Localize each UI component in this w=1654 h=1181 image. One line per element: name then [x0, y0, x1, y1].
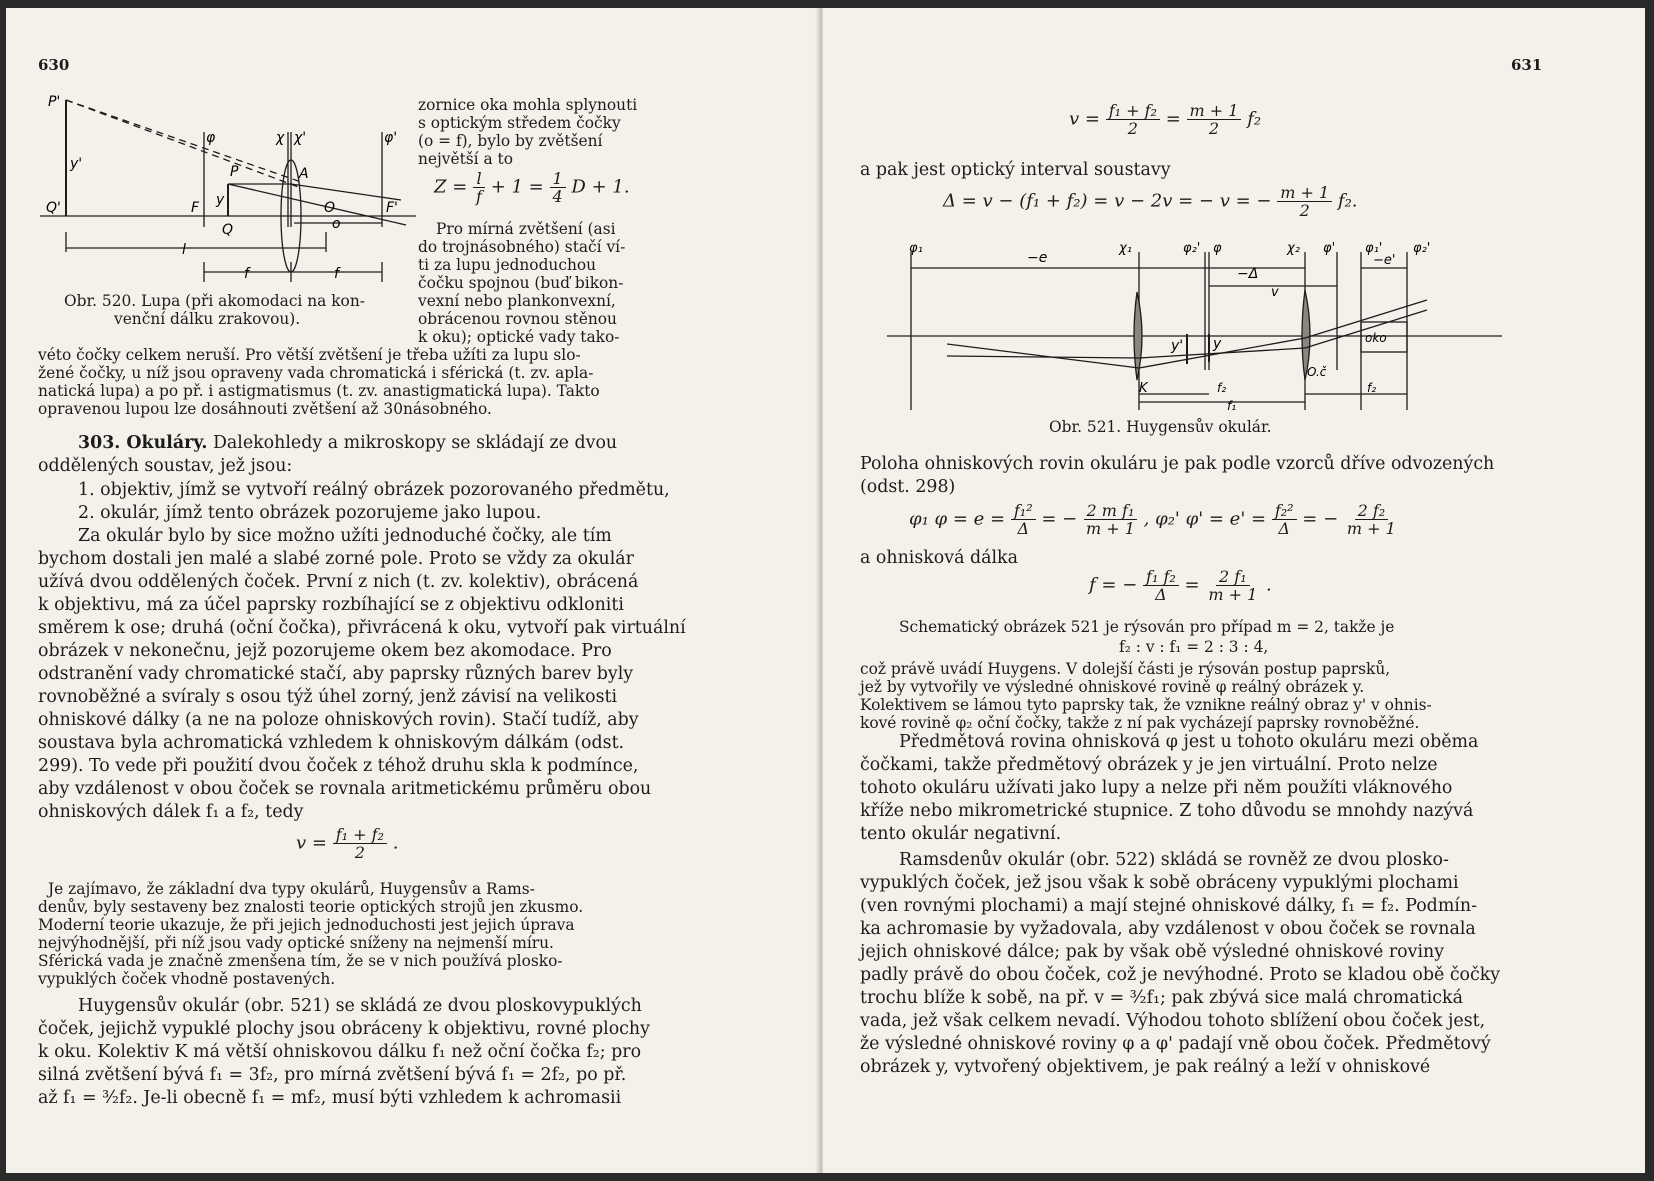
text-line: Předmětová rovina ohnisková φ jest u tohoto okuláru mezi oběma: [899, 732, 1479, 752]
fig520-label: f: [244, 266, 249, 282]
page-number: 630: [38, 56, 70, 74]
fig521-label: χ₂: [1287, 241, 1300, 256]
fig521-label: χ₁: [1119, 241, 1132, 256]
fig520-label: Q': [46, 200, 61, 216]
fig521-label: y': [1171, 338, 1184, 354]
note-line: vypuklých čoček vhodně postavených.: [38, 970, 336, 988]
text-line: ohniskových dálek f₁ a f₂, tedy: [38, 802, 304, 822]
text-line: ohniskové dálky (a ne na poloze ohniskových rovin). Stačí tudíž, aby: [38, 710, 639, 730]
formula-focal-length: f = − $\frac{\text{f₁ f₂}}{\Delta}$ = $\frac{\text{2 f₁}}{m + 1}$ .: [1089, 567, 1272, 604]
text-line: až f₁ = ³⁄₂f₂. Je-li obecně f₁ = mf₂, musí býti vzhledem k achromasii: [38, 1088, 622, 1108]
right-page: [823, 8, 1645, 1173]
fig521-label: y: [1213, 336, 1222, 352]
text-line: kříže nebo mikrometrické stupnice. Z toho důvodu se mnohdy nazývá: [860, 801, 1474, 821]
note-line: což právě uvádí Huygens. V dolejší části je rýsován postup paprsků,: [860, 660, 1391, 678]
fig521-label: K: [1139, 381, 1148, 396]
note-line: Sférická vada je značně zmenšena tím, že se v nich používá plosko-: [38, 952, 563, 970]
fig520-label: F': [386, 200, 398, 216]
fig521-label: oko: [1365, 331, 1387, 345]
text-line: 299). To vede při použití dvou čoček z téhož druhu skla k podmínce,: [38, 756, 639, 776]
fig521-label: f₂: [1367, 381, 1377, 395]
fig520-label: P: [230, 164, 239, 180]
section-heading: 303. Okuláry. Dalekohledy a mikroskopy se skládají ze dvou: [78, 433, 618, 453]
section-number: 303. Okuláry.: [78, 433, 208, 453]
text-line: odstranění vady chromatické stačí, aby paprsky různých barev byly: [38, 664, 634, 684]
left-page: [6, 8, 821, 1173]
text-line: obrázek y, vytvořený objektivem, je pak reálný a leží v ohniskové: [860, 1057, 1431, 1077]
figure-caption: Obr. 521. Huygensův okulár.: [1049, 418, 1272, 436]
fig520-label: l: [182, 242, 186, 258]
text-line: s optickým středem čočky: [418, 114, 621, 132]
note-line: Je zajímavo, že základní dva typy okulárů, Huygensův a Rams-: [48, 880, 535, 898]
text-line: největší a to: [418, 150, 514, 168]
text-line: Poloha ohniskových rovin okuláru je pak podle vzorců dříve odvozených: [860, 454, 1495, 474]
note-line: Kolektivem se lámou tyto paprsky tak, že vznikne reálný obraz y' v ohnis-: [860, 696, 1432, 714]
fig521-label: φ₁': [1365, 241, 1383, 256]
list-item: 2. okulár, jímž tento obrázek pozorujeme jako lupou.: [78, 503, 542, 523]
text-line: Ramsdenův okulár (obr. 522) skládá se rovněž ze dvou plosko-: [899, 850, 1449, 870]
text-line: Pro mírná zvětšení (asi: [436, 220, 616, 238]
text-line: žené čočky, u níž jsou opraveny vada chromatická i sférická (t. zv. apla-: [38, 364, 594, 382]
text-line: oddělených soustav, jež jsou:: [38, 456, 293, 476]
text-line: že výsledné ohniskové roviny φ a φ' padají vně obou čoček. Předmětový: [860, 1034, 1491, 1054]
fig521-label: −Δ: [1237, 266, 1259, 282]
text-line: aby vzdálenost v obou čoček se rovnala aritmetickému průměru obou: [38, 779, 652, 799]
fig520-label: y: [216, 192, 225, 208]
text-line: do trojnásobného) stačí ví-: [418, 238, 626, 256]
text-line: Za okulár bylo by sice možno užíti jednoduché čočky, ale tím: [78, 526, 612, 546]
text-line: užívá dvou oddělených čoček. První z nich (t. zv. kolektiv), obrácená: [38, 572, 639, 592]
text-line: a ohnisková dálka: [860, 548, 1018, 568]
formula-lens-distance: v = $\frac{\text{f₁ + f₂}}{2}$ = $\frac{m + 1}{2}$ f₂: [1069, 101, 1262, 138]
text-line: obrácenou rovnou stěnou: [418, 310, 617, 328]
fig521-label: f₂: [1217, 381, 1227, 395]
text-line: silná zvětšení bývá f₁ = 3f₂, pro mírná zvětšení bývá f₁ = 2f₂, po př.: [38, 1065, 627, 1085]
fig520-label: Q: [222, 222, 234, 238]
fig521-label: φ₁: [909, 241, 923, 256]
figure-520-lens-diagram: [36, 92, 421, 292]
figure-caption: venční dálku zrakovou).: [114, 310, 301, 328]
text-line: vypuklých čoček, jež jsou však k sobě obráceny vypuklými plochami: [860, 873, 1459, 893]
figure-521-huygens-eyepiece: [887, 240, 1507, 416]
text-line: a pak jest optický interval soustavy: [860, 160, 1171, 180]
text-line: vexní nebo plankonvexní,: [418, 292, 616, 310]
note-line: f₂ : v : f₁ = 2 : 3 : 4,: [1119, 638, 1269, 656]
text-line: čoček, jejichž vypuklé plochy jsou obráceny k objektivu, rovné plochy: [38, 1019, 650, 1039]
text-line: opravenou lupou lze dosáhnouti zvětšení až 30násobného.: [38, 400, 492, 418]
text-line: k objektivu, má za účel paprsky rozbíhající se z objektivu odkloniti: [38, 595, 624, 615]
formula-optical-interval: Δ = v − (f₁ + f₂) = v − 2v = − v = − $\frac{m + 1}{2}$ f₂.: [943, 183, 1358, 220]
fig520-label: χ': [294, 130, 307, 146]
fig520-label: χ: [276, 130, 285, 146]
fig520-label: f: [334, 266, 339, 282]
fig520-label: y': [70, 156, 83, 172]
text-line: trochu blíže k sobě, na př. v = ³⁄₂f₁; pak zbývá sice malá chromatická: [860, 988, 1463, 1008]
text-line: k oku. Kolektiv K má větší ohniskovou dálku f₁ než oční čočka f₂; pro: [38, 1042, 642, 1062]
text-line: padly právě do obou čoček, což je nevýhodné. Proto se kladou obě čočky: [860, 965, 1501, 985]
text-line: zornice oka mohla splynouti: [418, 96, 638, 114]
note-line: denův, byly sestaveny bez znalosti teorie optických strojů jen zkusmo.: [38, 898, 584, 916]
text-line: (o = f), bylo by zvětšení: [418, 132, 603, 150]
fig521-label: φ': [1323, 241, 1336, 256]
fig520-label: φ': [384, 130, 398, 146]
note-line: kové rovině φ₂ oční čočky, takže z ní pak vycházejí paprsky rovnoběžné.: [860, 714, 1420, 732]
text-line: bychom dostali jen malé a slabé zorné pole. Proto se vždy za okulár: [38, 549, 634, 569]
text-line: směrem k ose; druhá (oční čočka), přivrácená k oku, vytvoří pak virtuální: [38, 618, 686, 638]
text-line: tohoto okuláru užívati jako lupy a nelze při něm použíti vláknového: [860, 778, 1453, 798]
note-line: Moderní teorie ukazuje, že při jejich jednoduchosti jest jejich úprava: [38, 916, 575, 934]
text-line: obrázek v nekonečnu, jejž pozorujeme okem bez akomodace. Pro: [38, 641, 612, 661]
text-line: vada, jež však celkem nevadí. Výhodou tohoto sblížení obou čoček jest,: [860, 1011, 1486, 1031]
fig521-label: O.č: [1307, 365, 1327, 379]
fig520-label: o: [332, 216, 341, 232]
text-line: ti za lupu jednoduchou: [418, 256, 597, 274]
formula-focal-planes: φ₁ φ = e = $\frac{\text{f₁²}}{\Delta}$ = − $\frac{\text{2 m f₁}}{m + 1}$ , φ₂' φ' = e' = $\frac{\text{f₂²}}{\Delta}$ = − $\frac{\text{2 f₂}}{m + 1}$: [909, 501, 1396, 538]
text-line: jejich ohniskové dálce; pak by však obě výsledné ohniskové roviny: [860, 942, 1445, 962]
fig521-label: v: [1271, 285, 1279, 300]
formula-magnification: Z = $\frac{l}{f}$ + 1 = $\frac{1}{4}$ D + 1.: [434, 169, 630, 206]
text-line: véto čočky celkem neruší. Pro větší zvětšení je třeba užíti za lupu slo-: [38, 346, 581, 364]
fig521-label: φ₂': [1183, 241, 1201, 256]
note-line: jež by vytvořily ve výsledné ohniskové rovině φ reálný obrázek y.: [860, 678, 1365, 696]
text-line: k oku); optické vady tako-: [418, 328, 620, 346]
fig520-label: P': [48, 94, 61, 110]
fig521-label: φ: [1213, 241, 1222, 256]
note-line: Schematický obrázek 521 je rýsován pro případ m = 2, takže je: [899, 618, 1395, 636]
fig521-label: f₁: [1227, 399, 1237, 413]
note-line: nejvýhodnější, při níž jsou vady optické sníženy na nejmenší míru.: [38, 934, 554, 952]
text-line: čočku spojnou (buď bikon-: [418, 274, 624, 292]
page-number: 631: [1511, 56, 1543, 74]
text-line: čočkami, takže předmětový obrázek y je jen virtuální. Proto nelze: [860, 755, 1438, 775]
fig521-label: −e': [1373, 253, 1396, 268]
text-line: soustava byla achromatická vzhledem k ohniskovým dálkám (odst.: [38, 733, 625, 753]
text-line: Huygensův okulár (obr. 521) se skládá ze dvou ploskovypuklých: [78, 996, 642, 1016]
fig521-label: −e: [1027, 250, 1048, 266]
list-item: 1. objektiv, jímž se vytvoří reálný obrázek pozorovaného předmětu,: [78, 480, 670, 500]
fig520-label: φ: [206, 130, 216, 146]
text-line: tento okulár negativní.: [860, 824, 1062, 844]
fig520-label: F: [191, 200, 200, 216]
text-line: (ven rovnými plochami) a mají stejné ohniskové dálky, f₁ = f₂. Podmín-: [860, 896, 1477, 916]
text-line: natická lupa) a po př. i astigmatismus (t. zv. anastigmatická lupa). Takto: [38, 382, 600, 400]
figure-caption: Obr. 520. Lupa (při akomodaci na kon-: [64, 292, 365, 310]
fig520-label: O: [324, 200, 336, 216]
text-line: rovnoběžné a svíraly s osou týž úhel zorný, jenž závisí na velikosti: [38, 687, 618, 707]
fig521-label: φ₂': [1413, 241, 1431, 256]
fig520-label: A: [299, 166, 309, 182]
formula-lens-distance: v = $\frac{\text{f₁ + f₂}}{2}$ .: [296, 825, 399, 862]
text-line: ka achromasie by vyžadovala, aby vzdálenost v obou čoček se rovnala: [860, 919, 1476, 939]
text-line: (odst. 298): [860, 477, 956, 497]
